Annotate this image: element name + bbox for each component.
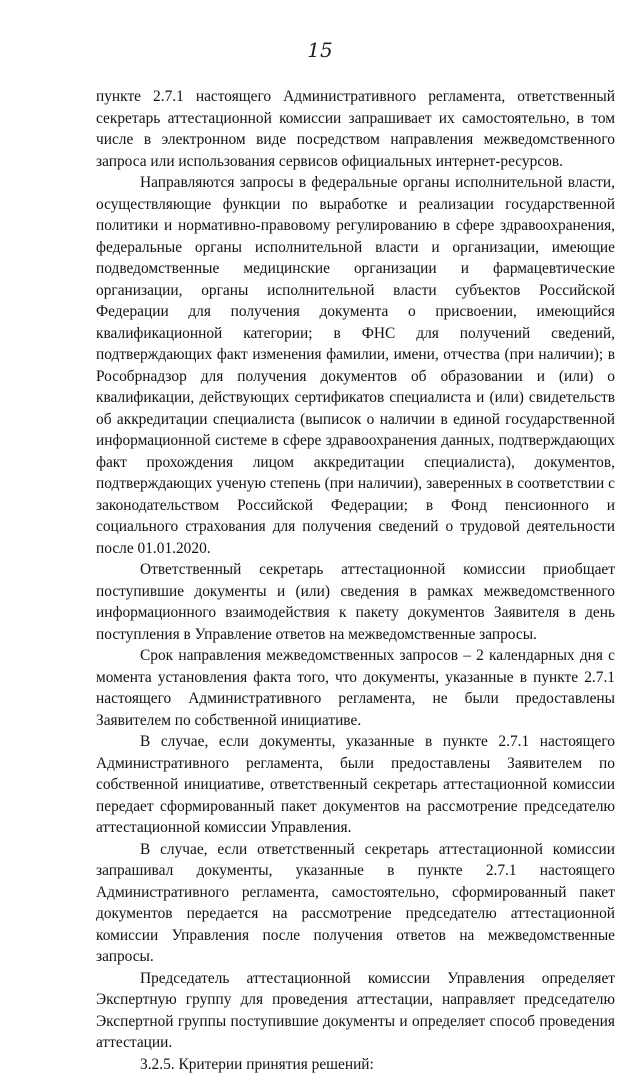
paragraph-requests: Направляются запросы в федеральные органы исполнительной власти, осуществляющие функции по выработке и реализации государственной политики и нормативно-правовому регулированию в сфере здравоохранения, федеральные органы исполнительной власти и организации, имеющие подведомственные медицинские организации и фармацевтические организации, органы исполнительной власти субъектов Российской Федерации для получения документа о присвоении, имеющийся квалификационной категории; в ФНС для получений сведений, подтверждающих факт изменения фамилии, имени, отчества (при наличии); в Рособрнадзор для получения документов об образовании и (или) о квалификации, действующих сертификатов специалиста и (или) свидетельств об аккредитации специалиста (выписок о наличии в единой государственной информационной системе в сфере здравоохранения данных, подтверждающих факт прохождения лицом аккредитации специалиста), документов, подтверждающих ученую степень (при наличии), заверенных в соответствии с законодательством Российской Федерации; в Фонд пенсионного и социального страхования для получения сведений о трудовой деятельности после 01.01.2020.	[96, 172, 615, 559]
page-number: 15	[0, 38, 640, 62]
paragraph-documents-requested: В случае, если ответственный секретарь аттестационной комиссии запрашивал документы, указанные в пункте 2.7.1 настоящего Административного регламента, самостоятельно, сформированный пакет документов передается на рассмотрение председателю аттестационной комиссии Управления после получения ответов на межведомственные запросы.	[96, 839, 615, 968]
paragraph-chairman: Председатель аттестационной комиссии Управления определяет Экспертную группу для проведения аттестации, направляет председателю Экспертной группы поступившие документы и определяет способ проведения аттестации.	[96, 968, 615, 1054]
document-body	[96, 86, 615, 1075]
paragraph-request-deadline: Срок направления межведомственных запросов – 2 календарных дня с момента установления факта того, что документы, указанные в пункте 2.7.1 настоящего Административного регламента, не были предоставлены Заявителем по собственной инициативе.	[96, 645, 615, 731]
paragraph-continuation: пункте 2.7.1 настоящего Административного регламента, ответственный секретарь аттестационной комиссии запрашивает их самостоятельно, в том числе в электронном виде посредством направления межведомственного запроса или использования сервисов официальных интернет-ресурсов.	[96, 86, 615, 172]
section-heading-decision-criteria: 3.2.5. Критерии принятия решений:	[96, 1054, 615, 1075]
paragraph-documents-provided: В случае, если документы, указанные в пункте 2.7.1 настоящего Административного регламента, были предоставлены Заявителем по собственной инициативе, ответственный секретарь аттестационной комиссии передает сформированный пакет документов на рассмотрение председателю аттестационной комиссии Управления.	[96, 731, 615, 839]
paragraph-secretary-attaches: Ответственный секретарь аттестационной комиссии приобщает поступившие документы и (или) сведения в рамках межведомственного информационного взаимодействия к пакету документов Заявителя в день поступления в Управление ответов на межведомственные запросы.	[96, 559, 615, 645]
